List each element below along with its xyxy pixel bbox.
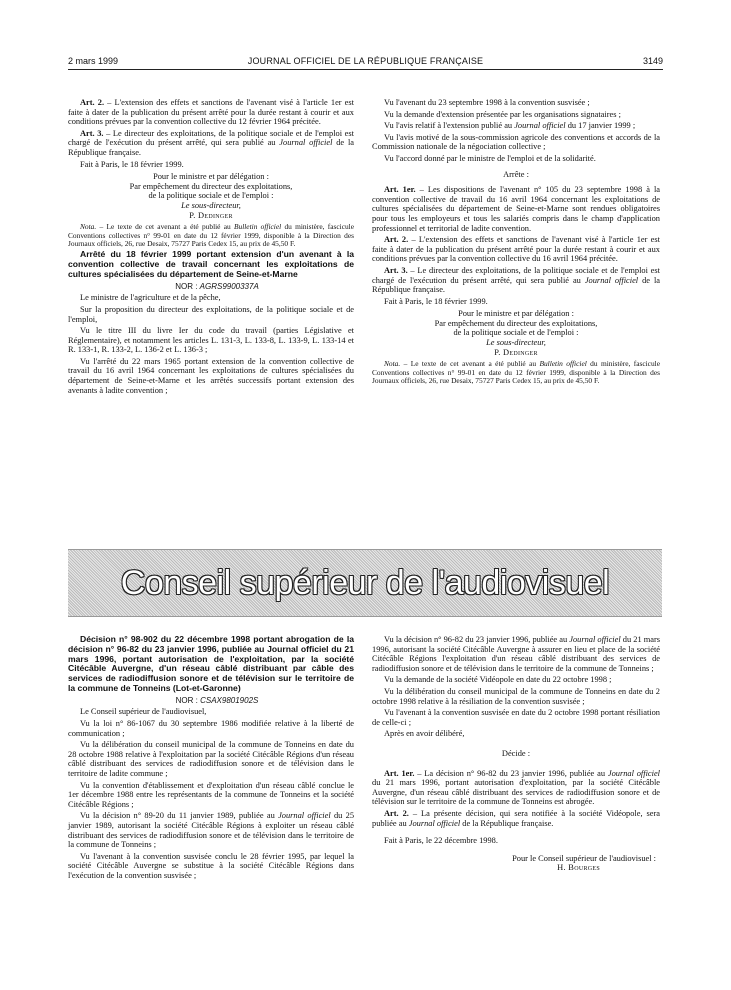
visa-paragraph: Vu la convention d'établissement et d'exploitation d'un réseau câblé conclue le 1er décembre 1988 entre les représentants de la commune de Tonneins et la société Citécâble Régions ; <box>68 780 354 809</box>
arrete-title: Arrêté du 18 février 1999 portant extension d'un avenant à la convention collective de travail concernant les exploitations de cultures spécialisées du département de Seine-et-Marne <box>68 249 354 279</box>
visa-paragraph: Vu la délibération du conseil municipal de la commune de Tonneins en date du 2 octobre 1998 relative à la résiliation de la convention susvisée ; <box>372 686 660 706</box>
visa-paragraph: Le ministre de l'agriculture et de la pêche, <box>80 293 221 303</box>
visa-paragraph: Vu l'avenant du 23 septembre 1998 à la convention susvisée ; <box>384 98 590 107</box>
fait-a-paris: Fait à Paris, le 18 février 1999. <box>384 296 488 306</box>
nota-note: Nota. – Le texte de cet avenant a été publié au Bulletin officiel du ministère, fascicule Conventions collectives n° 99-01 en date du 12 février 1999, disponible à la Direction des Journaux officiels, 26, rue Desaix, 75727 Paris Cedex 15, au prix de 45,50 F. <box>372 359 660 386</box>
decide-heading: Décide : <box>501 748 531 758</box>
article-2-paragraph: Art. 2. – L'extension des effets et sanctions de l'avenant visé à l'article 1er est faite à dater de la publication du présent arrêté pour la durée restant à courir et aux conditions prévues par la convention collective du 12 février 1964 précitée. <box>68 98 354 127</box>
visa-paragraph: Vu le titre III du livre Ier du code du travail (parties Législative et Réglementaire), et notamment les articles L. 131-3, L. 133-8, L. 133-9, L. 133-14 et R. 133-1, R. 133-2, L. 136-2 et L. 136-3 ; <box>68 326 354 355</box>
article-2-paragraph: Art. 2. – La présente décision, qui sera notifiée à la société Vidéopole, sera publiée au Journal officiel de la République française. <box>372 808 660 828</box>
header-journal-title: JOURNAL OFFICIEL DE LA RÉPUBLIQUE FRANÇAISE <box>247 56 484 66</box>
fait-a-paris: Fait à Paris, le 22 décembre 1998. <box>384 836 498 846</box>
signature-block: Pour le ministre et par délégation : Par empêchement du directeur des exploitations, de la politique sociale et de l'emploi : Le sous-directeur, P. Dedinger <box>129 172 293 220</box>
column-3 <box>68 635 354 882</box>
article-3-paragraph: Art. 3. – Le directeur des exploitations, de la politique sociale et de l'emploi est chargé de l'exécution du présent arrêté, qui sera publié au Journal officiel de la République française. <box>372 265 661 295</box>
page-header <box>68 56 663 70</box>
visa-paragraph: Vu la demande de la société Vidéopole en date du 22 octobre 1998 ; <box>384 675 612 685</box>
visa-paragraph: Après en avoir délibéré, <box>384 729 465 739</box>
visa-paragraph: Vu l'avenant à la convention susvisée en date du 2 octobre 1998 portant résiliation de celle-ci ; <box>372 708 660 727</box>
visa-paragraph: Le Conseil supérieur de l'audiovisuel, <box>80 707 207 717</box>
article-3-paragraph: Art. 3. – Le directeur des exploitations, de la politique sociale et de l'emploi est chargé de l'exécution du présent arrêté, qui sera publié au Journal officiel de la République française. <box>68 128 354 157</box>
visa-paragraph: Vu la décision n° 96-82 du 23 janvier 1996, publiée au Journal officiel du 21 mars 1996, autorisant la société Citécâble Auvergne à assurer en lieu et place de la société Citécâble Régions l'exploitation d'un réseau câblé distribuant des services de radiodiffusion sonore et de télévision dans le territoire de la commune de Tonneins ; <box>372 635 661 673</box>
visa-paragraph: Vu l'avis relatif à l'extension publié au Journal officiel du 17 janvier 1999 ; <box>384 121 636 131</box>
decision-title: Décision n° 98-902 du 22 décembre 1998 portant abrogation de la décision n° 96-82 du 23 janvier 1996, publiée au Journal officiel du 21 mars 1996, portant autorisation de l'exploitation, par la société Citécâble Auvergne, d'un réseau câblé distribuant par câble des services de radiodiffusion sonore et de télévision sur le territoire de la commune de Tonneins (Lot-et-Garonne) <box>68 634 354 693</box>
article-1-paragraph: Art. 1er. – La décision n° 96-82 du 23 janvier 1996, publiée au Journal officiel du 21 mars 1996, portant autorisation d'exploitation, par la société Citécâble Auvergne, d'un réseau câblé distribuant des services de radiodiffusion sonore et de télévision sur le territoire de la commune de Tonneins est abrogée. <box>372 768 661 807</box>
header-rule <box>68 69 663 70</box>
visa-paragraph: Sur la proposition du directeur des exploitations, de la politique sociale et de l'emploi, <box>68 304 354 324</box>
article-1-paragraph: Art. 1er. – Les dispositions de l'avenant n° 105 du 23 septembre 1998 à la convention collective de travail du 16 avril 1964 concernant les exploitations de cultures spécialisées du département de Seine-et-Marne sont rendues obligatoires pour tous les employeurs et tous les salariés compris dans le champ d'application professionnel et territorial de ladite convention. <box>372 185 660 233</box>
visa-paragraph: Vu la loi n° 86-1067 du 30 septembre 1986 modifiée relative à la liberté de communication ; <box>68 718 354 738</box>
nor-reference: NOR : AGRS9900337A <box>175 281 259 291</box>
header-date: 2 mars 1999 <box>68 56 119 66</box>
section-banner <box>68 549 662 617</box>
nota-note: Nota. – Le texte de cet avenant a été publié au Bulletin officiel du ministère, fascicule Conventions collectives n° 99-01 en date du 12 février 1999, disponible à la Direction des Journaux officiels, 26, rue Desaix, 75727 Paris Cedex 15, au prix de 45,50 F. <box>68 222 355 248</box>
article-2-paragraph: Art. 2. – L'extension des effets et sanctions de l'avenant visé à l'article 1er est faite à dater de la publication du présent arrêté pour la durée restant à courir et aux conditions prévues par la convention collective du 16 avril 1964 précitée. <box>372 235 660 264</box>
visa-paragraph: Vu la demande d'extension présentée par les organisations signataires ; <box>384 109 621 119</box>
arrete-heading: Arrête : <box>503 169 529 179</box>
signature-block: Pour le ministre et par délégation : Par empêchement du directeur des exploitations, de la politique sociale et de l'emploi : Le sous-directeur, P. Dedinger <box>434 309 598 357</box>
fait-a-paris: Fait à Paris, le 18 février 1999. <box>80 159 184 169</box>
visa-paragraph: Vu l'avis motivé de la sous-commission agricole des conventions et accords de la Commission nationale de la négociation collective ; <box>372 132 660 152</box>
visa-paragraph: Vu l'arrêté du 22 mars 1965 portant extension de la convention collective de travail du 16 avril 1964 concernant les exploitations de cultures spécialisées du département de Seine-et-Marne et les arrêtés successifs portant extension des avenants à ladite convention ; <box>68 356 354 395</box>
column-1 <box>68 98 354 397</box>
visa-paragraph: Vu la décision n° 89-20 du 11 janvier 1989, publiée au Journal officiel du 25 janvier 1989, autorisant la société Citécâble Régions à exploiter un réseau câblé distribuant des services de radiodiffusion sonore et de télévision dans le territoire de la commune de Tonneins ; <box>68 811 355 850</box>
visa-paragraph: Vu l'accord donné par le ministre de l'emploi et de la solidarité. <box>384 153 596 163</box>
visa-paragraph: Vu la délibération du conseil municipal de la commune de Tonneins en date du 28 octobre 1988 relative à l'exploitation par la société Citécâble Régions d'un réseau câblé distribuant des services de radiodiffusion sonore et de télévision dans le territoire de ladite commune ; <box>68 740 354 778</box>
visa-paragraph: Vu l'avenant à la convention susvisée conclu le 28 février 1995, par lequel la société Citécâble Auvergne se substitue à la société Citécâble Régions dans l'exécution de la convention susvisée ; <box>68 851 354 880</box>
column-4 <box>372 635 660 876</box>
header-page-number: 3149 <box>642 56 663 66</box>
signature-block: Pour le Conseil supérieur de l'audiovisuel : H. Bourges <box>512 853 656 873</box>
nor-reference: NOR : CSAX9801902S <box>175 695 259 705</box>
column-2 <box>372 98 660 387</box>
section-banner-title: Conseil supérieur de l'audiovisuel <box>120 564 610 602</box>
